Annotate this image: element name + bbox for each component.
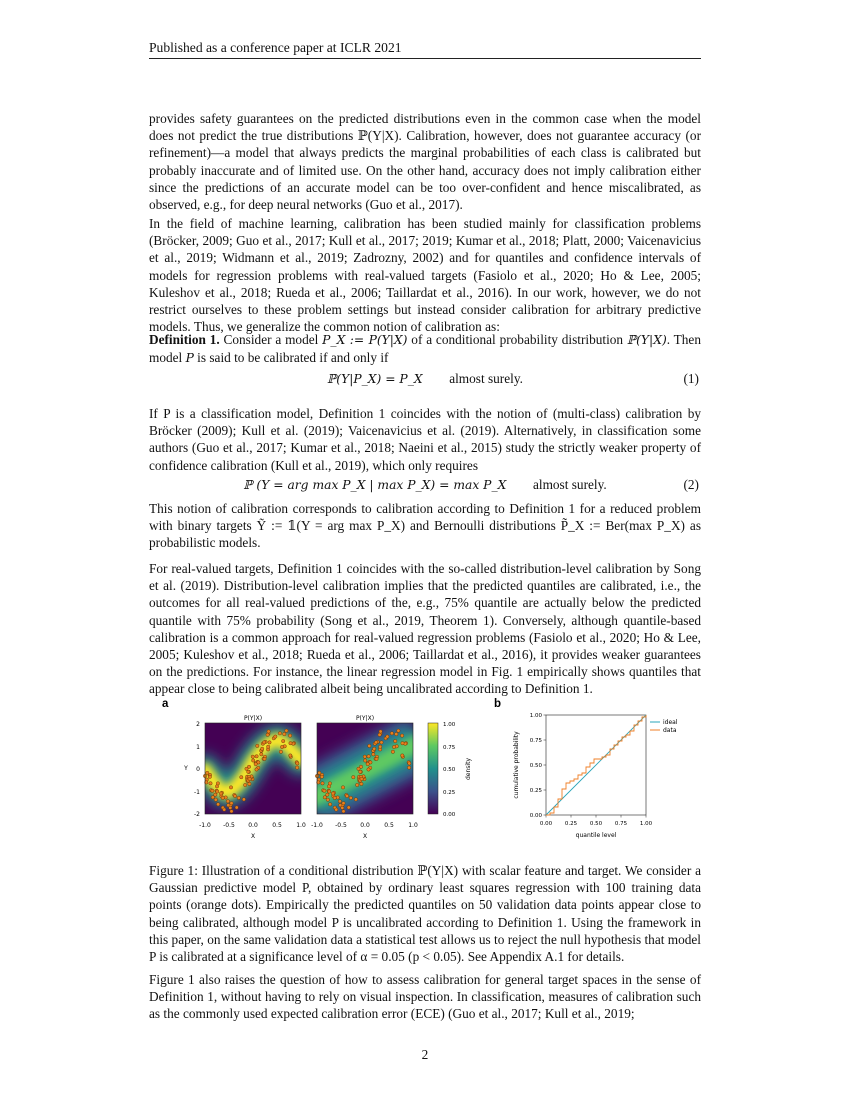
training-point <box>345 794 348 797</box>
training-point <box>323 789 326 792</box>
ytick-label: -1 <box>194 789 200 796</box>
training-point <box>240 776 243 779</box>
training-point <box>244 783 247 786</box>
training-point <box>390 732 393 735</box>
training-point <box>256 744 259 747</box>
calibration-xlabel: quantile level <box>575 832 617 839</box>
training-point <box>357 767 360 770</box>
training-point <box>279 750 282 753</box>
training-point <box>288 734 291 737</box>
training-point <box>392 745 395 748</box>
training-point <box>394 739 397 742</box>
training-point <box>211 796 214 799</box>
training-point <box>268 741 271 744</box>
training-point <box>251 755 254 758</box>
training-point <box>375 757 378 760</box>
xtick-label: -1.0 <box>311 822 323 829</box>
training-point <box>397 729 400 732</box>
definition-label: Definition 1. <box>149 332 220 347</box>
heatmap-right-title: P(Y|X) <box>355 715 375 722</box>
panel-b-label: b <box>494 698 502 710</box>
calibration-legend <box>650 719 678 734</box>
training-point <box>226 800 229 803</box>
training-point <box>331 792 334 795</box>
training-point <box>230 810 233 813</box>
colorbar-tick: 0.50 <box>443 767 456 773</box>
equation-1-number: (1) <box>683 371 699 386</box>
definition-math-c: P <box>185 351 194 366</box>
xtick-label: -0.5 <box>335 822 347 829</box>
training-point <box>380 741 383 744</box>
calibration-ylabel: cumulative probability <box>513 731 520 799</box>
equation-2-text: almost surely. <box>532 477 607 492</box>
training-point <box>263 757 266 760</box>
training-point <box>252 759 255 762</box>
xtick-label: 0.5 <box>384 822 394 829</box>
training-point <box>333 796 336 799</box>
training-point <box>379 730 382 733</box>
equation-2-math: ℙ (Y = arg max P_X | max P_X) = max P_X <box>243 478 507 492</box>
heatmap-model <box>310 715 420 840</box>
calibration-plot <box>513 713 678 839</box>
equation-1-math: ℙ(Y|P_X) = P_X <box>327 372 423 386</box>
training-point <box>289 742 292 745</box>
training-point <box>255 755 258 758</box>
training-point <box>364 759 367 762</box>
heatmap-true <box>183 715 306 840</box>
ytick-label: 1 <box>196 744 200 751</box>
training-point <box>379 745 382 748</box>
equation-2-number: (2) <box>683 477 699 492</box>
training-point <box>267 730 270 733</box>
training-point <box>352 776 355 779</box>
y-tick-label: 0.50 <box>529 763 542 769</box>
training-point <box>359 770 362 773</box>
y-tick-label: 0.75 <box>529 738 542 744</box>
training-point <box>366 762 369 765</box>
training-point <box>363 755 366 758</box>
training-point <box>354 798 357 801</box>
definition-math-a: P_X := P(Y|X) <box>322 333 408 347</box>
training-point <box>223 808 226 811</box>
ytick-label: 2 <box>196 721 200 728</box>
xtick-label: -1.0 <box>199 822 211 829</box>
ytick-label: 0 <box>196 766 200 773</box>
training-point <box>407 766 410 769</box>
xtick-label: 0.0 <box>248 822 258 829</box>
training-point <box>209 782 212 785</box>
training-point <box>278 732 281 735</box>
x-tick-label: 0.00 <box>539 821 553 827</box>
training-point <box>254 762 257 765</box>
training-point <box>338 800 341 803</box>
training-point <box>216 790 219 793</box>
training-point <box>374 741 377 744</box>
equation-1-text: almost surely. <box>449 371 523 386</box>
xtick-label: 1.0 <box>296 822 306 829</box>
training-point <box>349 796 352 799</box>
panel-a-label: a <box>162 698 169 710</box>
training-point <box>208 775 211 778</box>
training-point <box>401 754 404 757</box>
heatmap-right-xlabel: X <box>362 833 368 840</box>
training-point <box>408 762 411 765</box>
training-point <box>248 777 251 780</box>
training-point <box>321 782 324 785</box>
colorbar-tick: 0.25 <box>443 790 456 796</box>
training-point <box>267 745 270 748</box>
figure-caption: Figure 1: Illustration of a conditional distribution ℙ(Y|X) with scalar feature and target. We consider a Gaussian predictive model P, obtained by ordinary least squares regression with 100 training data points (orange dots). Empirically the predicted quantiles on 50 validation data points appear close to being calibrated, although model P is uncalibrated according to Definition 1. Using the framework in this paper, on the same validation data a statistical test allows us to reject the null hypothesis that model P is calibrated at a significance level of α = 0.05 (p < 0.05). See Appendix A.1 for details. <box>149 863 701 965</box>
x-tick-label: 0.75 <box>614 821 628 827</box>
paragraph-2: In the field of machine learning, calibration has been studied mainly for classification problems (Bröcker, 2009; Guo et al., 2017; Kull et al., 2017; 2019; Kumar et al., 2018; Platt, 2000; Vaicenavicius et al., 2019; Widmann et al., 2019; Zadrozny, 2002) and for quantiles and confidence intervals of models for regression problems with real-valued targets (Fasiolo et al., 2020; Ho & Lee, 2005; Kuleshov et al., 2018; Rueda et al., 2006; Taillardat et al., 2016). In our work, however, we do not restrict ourselves to these problem settings but instead consider calibration for arbitrary predictive models. Thus, we generalize the common notion of calibration as: <box>149 216 701 335</box>
paragraph-1: provides safety guarantees on the predicted distributions even in the common case when the model does not predict the true distributions ℙ(Y|X). Calibration, however, does not guarantee accuracy (or refinement)—a model that always predicts the marginal probabilities of each class is calibrated but probably inaccurate and of limited use. On the other hand, accuracy does not imply calibration either since the predictions of an accurate model can be too over-confident and hence miscalibrated, as observed, e.g., for deep neural networks (Guo et al., 2017). <box>149 111 701 213</box>
training-point <box>372 753 375 756</box>
colorbar-tick: 1.00 <box>443 722 456 728</box>
ytick-label: -2 <box>194 811 200 818</box>
training-point <box>282 739 285 742</box>
training-point <box>262 741 265 744</box>
training-point <box>367 755 370 758</box>
heatmap-ylabel: Y <box>184 765 188 772</box>
colorbar <box>428 722 472 818</box>
training-point <box>211 789 214 792</box>
training-point <box>285 729 288 732</box>
training-point <box>328 803 331 806</box>
legend-data-label: data <box>663 727 677 734</box>
heatmap-left-yticks <box>194 721 200 818</box>
legend-ideal-label: ideal <box>663 719 678 726</box>
page-number: 2 <box>421 1047 429 1062</box>
training-point <box>227 804 230 807</box>
paragraph-6: Figure 1 also raises the question of how to assess calibration for general target spaces in the sense of Definition 1, without having to rely on visual inspection. In classification, measures of calibration such as the commonly used expected calibration error (ECE) (Guo et al., 2017; Kull et al., 2019; <box>149 972 701 1022</box>
paragraph-3: If P is a classification model, Definition 1 coincides with the notion of (multi-class) calibration by Bröcker (2009); Kull et al. (2019); Vaicenavicius et al. (2019). Alternatively, in classification some authors (Guo et al., 2017; Kumar et al., 2018; Naeini et al., 2015) study the strictly weaker property of confidence calibration (Kull et al., 2019), which only requires <box>149 406 701 473</box>
training-point <box>391 750 394 753</box>
definition-text-a: Consider a model <box>219 332 323 347</box>
training-point <box>400 734 403 737</box>
x-tick-label: 1.00 <box>639 821 653 827</box>
definition-text-c: . Then model <box>149 332 701 366</box>
training-point <box>342 810 345 813</box>
training-point <box>248 782 251 785</box>
y-tick-label: 0.00 <box>529 813 542 819</box>
colorbar-label: density <box>465 758 472 780</box>
training-point <box>260 753 263 756</box>
xtick-label: 0.0 <box>360 822 370 829</box>
training-point <box>221 796 224 799</box>
heatmap-left-title: P(Y|X) <box>243 715 263 722</box>
training-point <box>386 735 389 738</box>
training-point <box>378 733 381 736</box>
training-point <box>261 747 264 750</box>
training-point <box>342 802 345 805</box>
y-tick-label: 0.25 <box>529 788 542 794</box>
paragraph-4: This notion of calibration corresponds to calibration according to Definition 1 for a reduced problem with binary targets Ỹ := 𝟙(Y = arg max P_X) and Bernoulli distributions P̃_X := Ber(max P_X) as probabilistic models. <box>149 501 701 551</box>
training-point <box>216 782 219 785</box>
training-point <box>283 732 286 735</box>
training-point <box>245 767 248 770</box>
training-point <box>373 747 376 750</box>
training-point <box>235 806 238 809</box>
training-point <box>335 808 338 811</box>
xtick-label: -0.5 <box>223 822 235 829</box>
training-point <box>289 754 292 757</box>
training-point <box>360 782 363 785</box>
training-point <box>255 768 258 771</box>
training-point <box>216 803 219 806</box>
training-point <box>368 744 371 747</box>
colorbar-tick: 0.00 <box>443 812 456 818</box>
definition-text-d: is said to be calibrated if and only if <box>193 350 389 366</box>
heatmap-right-xticks <box>311 822 418 829</box>
training-point <box>367 768 370 771</box>
y-tick-label: 1.00 <box>529 713 542 719</box>
training-point <box>230 802 233 805</box>
training-point <box>401 742 404 745</box>
training-point <box>295 766 298 769</box>
xtick-label: 0.5 <box>272 822 282 829</box>
definition-math-b: ℙ(Y|X) <box>626 333 667 347</box>
training-point <box>326 793 329 796</box>
training-point <box>219 792 222 795</box>
training-point <box>320 775 323 778</box>
training-point <box>233 794 236 797</box>
training-point <box>247 770 250 773</box>
xtick-label: 1.0 <box>408 822 418 829</box>
training-point <box>296 762 299 765</box>
heatmap-left-xlabel: X <box>250 833 256 840</box>
training-point <box>323 796 326 799</box>
training-point <box>274 735 277 738</box>
training-point <box>339 804 342 807</box>
training-point <box>328 782 331 785</box>
training-point <box>214 798 217 801</box>
training-point <box>360 777 363 780</box>
colorbar-tick: 0.75 <box>443 745 456 751</box>
training-point <box>341 786 344 789</box>
training-point <box>356 783 359 786</box>
running-header: Published as a conference paper at ICLR 2021 <box>149 40 402 55</box>
training-point <box>280 745 283 748</box>
training-point <box>229 786 232 789</box>
paragraph-5: For real-valued targets, Definition 1 coincides with the so-called distribution-level calibration by Song et al. (2019). Distribution-level calibration implies that the predicted quantiles are calibrated, i.e., the outcomes for all real-valued predictions of the, e.g., 75% quantile are actually below the predicted quantile with 75% probability (Song et al., 2019, Theorem 1). Conversely, although quantile-based calibration is a common approach for real-valued regression problems (Fasiolo et al., 2020; Ho & Lee, 2005; Kuleshov et al., 2018; Rueda et al., 2006; Taillardat et al., 2016), it provides weaker guarantees on the predictions. For instance, the linear regression model in Fig. 1 empirically shows quantiles that appear close to being calibrated albeit being uncalibrated according to Definition 1. <box>149 561 701 697</box>
training-point <box>347 806 350 809</box>
training-point <box>242 798 245 801</box>
definition-text-b: of a conditional probability distribution <box>407 332 627 347</box>
x-tick-label: 0.50 <box>589 821 603 827</box>
training-point <box>214 793 217 796</box>
training-point <box>266 733 269 736</box>
training-point <box>395 732 398 735</box>
training-point <box>326 798 329 801</box>
x-tick-label: 0.25 <box>564 821 578 827</box>
training-point <box>328 790 331 793</box>
heatmap-left-xticks <box>199 822 306 829</box>
training-point <box>237 796 240 799</box>
